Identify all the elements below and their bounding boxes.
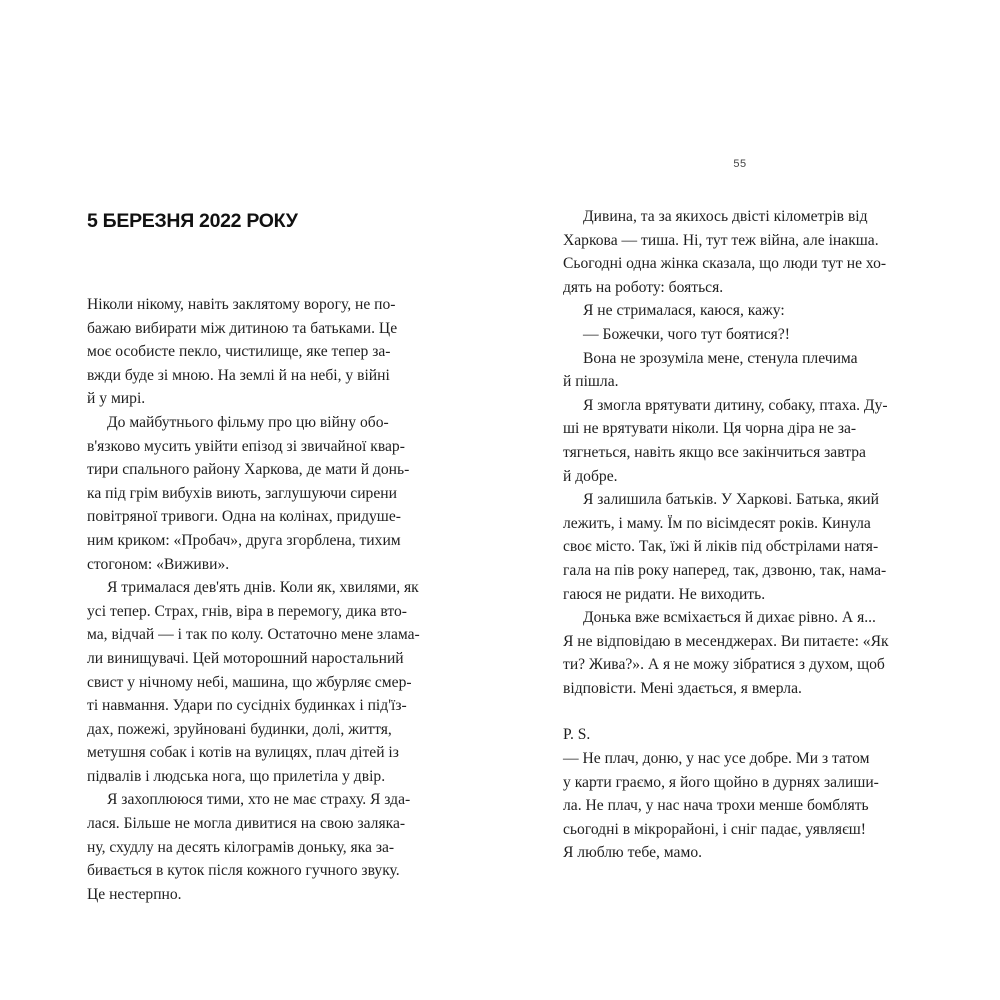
text-line: й у мирі. (87, 390, 146, 408)
paragraph (87, 293, 439, 411)
text-line: вжди буде зі мною. На землі й на небі, у війні (87, 366, 390, 384)
text-line: Я залишила батьків. У Харкові. Батька, який (583, 491, 879, 509)
text-line: в'язково мусить увійти епізод зі звичайної квар- (87, 437, 405, 455)
text-line: гаюся не ридати. Не виходить. (563, 585, 766, 603)
text-line: лежить, і маму. Їм по вісімдесят років. Кинула (563, 514, 871, 532)
text-line: відповісти. Мені здається, я вмерла. (563, 679, 802, 697)
right-text-column (563, 205, 915, 865)
text-line: й добре. (563, 467, 618, 485)
text-line: тягнеться, навіть якщо все закінчиться завтра (563, 443, 866, 461)
paragraph (87, 576, 439, 788)
text-line: Вона не зрозуміла мене, стенула плечима (583, 349, 858, 367)
text-line: у карти граємо, я його щойно в дурнях залиши- (563, 773, 879, 791)
text-line: дять на роботу: бояться. (563, 278, 724, 296)
paragraph (563, 841, 915, 865)
text-line: моє особисте пекло, чистилище, яке тепер за- (87, 343, 391, 361)
paragraph (87, 411, 439, 576)
paragraph (563, 299, 915, 323)
text-line: P. S. (563, 726, 591, 744)
paragraph (563, 205, 915, 299)
text-line: ла. Не плач, у нас нача трохи менше бомблять (563, 797, 869, 815)
dialogue-line (563, 323, 915, 347)
text-line: Харкова — тиша. Ні, тут теж війна, але інакша. (563, 231, 879, 249)
text-line: свист у нічному небі, машина, що жбурляє смер- (87, 673, 412, 691)
text-line: ним криком: «Пробач», друга згорблена, тихим (87, 531, 401, 549)
text-line: ли винищувачі. Цей моторошний наростальний (87, 649, 404, 667)
paragraph (563, 488, 915, 606)
chapter-title: 5 БЕРЕЗНЯ 2022 РОКУ (87, 210, 298, 232)
paragraph (563, 347, 915, 394)
text-line: метушня собак і котів на вулицях, плач дітей із (87, 744, 399, 762)
text-line: — Божечки, чого тут боятися?! (583, 325, 790, 343)
text-line: бивається в куток після кожного гучного звуку. (87, 862, 400, 880)
text-line: сьогодні в мікрорайоні, і сніг падає, уявляєш! (563, 820, 866, 838)
text-line: ти? Жива?». А я не можу зібратися з духом, щоб (563, 656, 885, 674)
text-line: Сьогодні одна жінка сказала, що люди тут не хо- (563, 255, 887, 273)
text-line: ті навмання. Удари по сусідніх будинках і під'їз- (87, 697, 407, 715)
text-line: своє місто. Так, їжі й ліків під обстрілами натя- (563, 538, 879, 556)
paragraph (563, 606, 915, 700)
text-line: Дивина, та за якихось двісті кілометрів від (583, 208, 868, 225)
dialogue-line (563, 747, 915, 841)
text-line: дах, пожежі, зруйновані будинки, долі, життя, (87, 720, 392, 738)
postscript-label (563, 723, 915, 747)
paragraph (87, 788, 439, 906)
text-line: усі тепер. Страх, гнів, віра в перемогу, дика вто- (87, 602, 407, 620)
text-line: гала на пів року наперед, так, дзвоню, так, нама- (563, 561, 887, 579)
text-line: ші не врятувати ніколи. Ця чорна діра не за- (563, 420, 857, 438)
text-line: повітряної тривоги. Одна на колінах, придуше- (87, 508, 401, 526)
paragraph (563, 394, 915, 488)
text-line: Ніколи нікому, навіть заклятому ворогу, не по- (87, 296, 396, 313)
text-line: Я трималася дев'ять днів. Коли як, хвилями, як (107, 579, 419, 597)
text-line: Це нестерпно. (87, 885, 182, 903)
text-line: Донька вже всміхається й дихає рівно. А я... (583, 609, 876, 627)
page-number: 55 (733, 158, 747, 170)
text-line: До майбутнього фільму про цю війну обо- (107, 413, 389, 431)
text-line: Я люблю тебе, мамо. (563, 844, 703, 862)
text-line: й пішла. (563, 373, 619, 391)
text-line: бажаю вибирати між дитиною та батьками. Це (87, 319, 398, 337)
text-line: Я не стрималася, каюся, кажу: (583, 302, 785, 320)
text-line: тири спального району Харкова, де мати й донь- (87, 461, 410, 479)
text-line: підвалів і людська нога, що прилетіла у двір. (87, 767, 386, 785)
text-line: Я захоплююся тими, хто не має страху. Я зда- (107, 791, 411, 809)
text-line: лася. Більше не могла дивитися на свою заляка- (87, 815, 406, 833)
left-text-column (87, 293, 439, 906)
text-line: ка під грім вибухів виють, заглушуючи сирени (87, 484, 397, 502)
text-line: ну, схудлу на десять кілограмів доньку, яка за- (87, 838, 395, 856)
text-line: стогоном: «Виживи». (87, 555, 230, 573)
text-line: ма, відчай — і так по колу. Остаточно мене злама- (87, 626, 420, 644)
text-line: Я змогла врятувати дитину, собаку, птаха. Ду- (583, 396, 888, 414)
text-line: — Не плач, доню, у нас усе добре. Ми з татом (563, 750, 870, 768)
text-line: Я не відповідаю в месенджерах. Ви питаєте: «Як (563, 632, 889, 650)
